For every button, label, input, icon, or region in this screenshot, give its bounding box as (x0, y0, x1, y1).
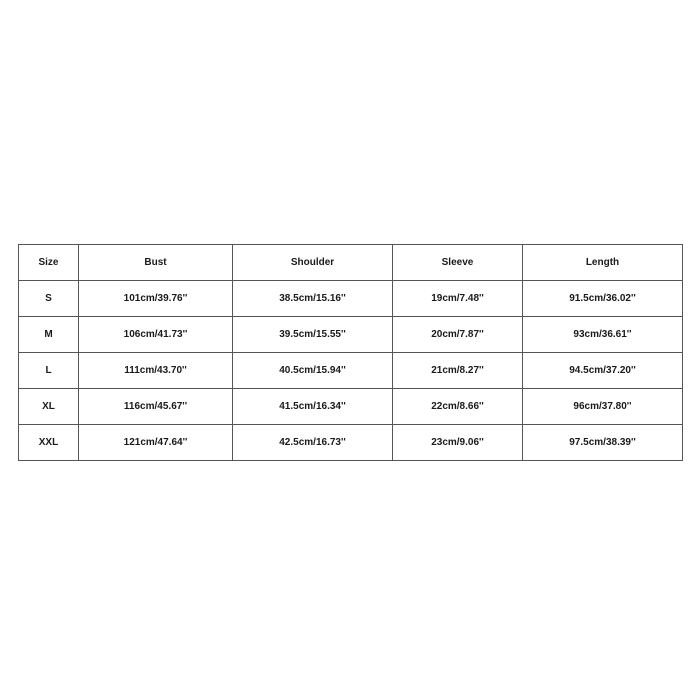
table-row (19, 425, 683, 461)
header-sleeve: Sleeve (393, 245, 523, 281)
cell-size: L (19, 353, 79, 389)
cell-length: 96cm/37.80'' (523, 389, 683, 425)
cell-sleeve: 22cm/8.66'' (393, 389, 523, 425)
cell-length: 94.5cm/37.20'' (523, 353, 683, 389)
cell-length: 91.5cm/36.02'' (523, 281, 683, 317)
header-shoulder: Shoulder (233, 245, 393, 281)
cell-sleeve: 20cm/7.87'' (393, 317, 523, 353)
table-row (19, 281, 683, 317)
cell-bust: 106cm/41.73'' (79, 317, 233, 353)
cell-bust: 116cm/45.67'' (79, 389, 233, 425)
cell-size: XXL (19, 425, 79, 461)
cell-bust: 101cm/39.76'' (79, 281, 233, 317)
cell-bust: 121cm/47.64'' (79, 425, 233, 461)
cell-size: M (19, 317, 79, 353)
cell-sleeve: 23cm/9.06'' (393, 425, 523, 461)
cell-length: 97.5cm/38.39'' (523, 425, 683, 461)
cell-sleeve: 19cm/7.48'' (393, 281, 523, 317)
cell-length: 93cm/36.61'' (523, 317, 683, 353)
header-bust: Bust (79, 245, 233, 281)
cell-size: S (19, 281, 79, 317)
cell-bust: 111cm/43.70'' (79, 353, 233, 389)
cell-size: XL (19, 389, 79, 425)
cell-shoulder: 42.5cm/16.73'' (233, 425, 393, 461)
cell-shoulder: 41.5cm/16.34'' (233, 389, 393, 425)
table-header-row (19, 245, 683, 281)
size-chart-table (18, 244, 683, 461)
header-size: Size (19, 245, 79, 281)
table-row (19, 317, 683, 353)
table-row (19, 353, 683, 389)
cell-sleeve: 21cm/8.27'' (393, 353, 523, 389)
cell-shoulder: 40.5cm/15.94'' (233, 353, 393, 389)
header-length: Length (523, 245, 683, 281)
cell-shoulder: 38.5cm/15.16'' (233, 281, 393, 317)
table-row (19, 389, 683, 425)
cell-shoulder: 39.5cm/15.55'' (233, 317, 393, 353)
